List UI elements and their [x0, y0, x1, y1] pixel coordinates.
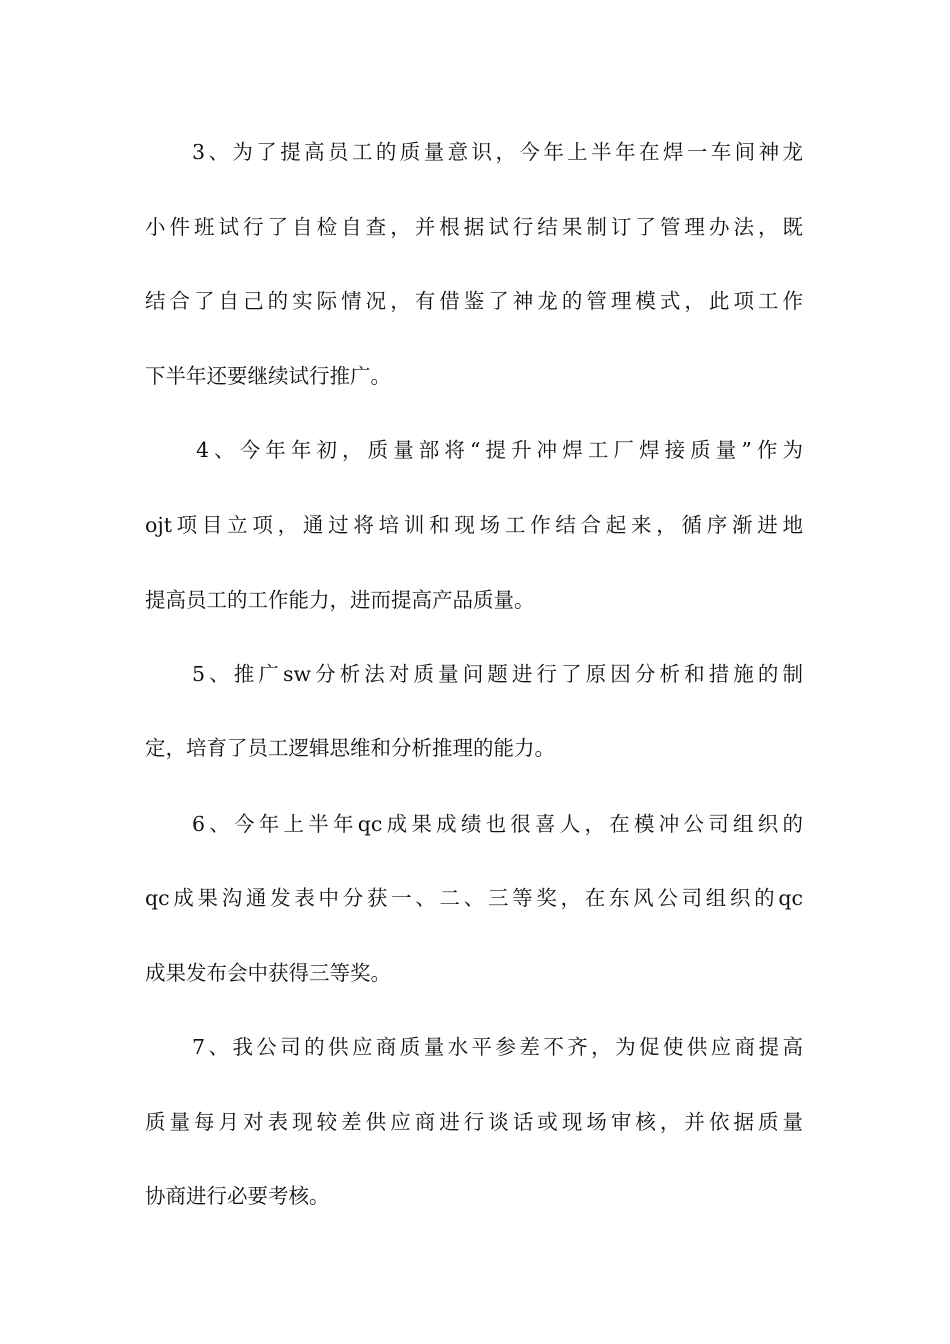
paragraph-7-line-2: 质量每月对表现较差供应商进行谈话或现场审核，并依据质量 — [145, 1110, 803, 1134]
paragraph-4-line-3: 提高员工的工作能力，进而提高产品质量。 — [145, 588, 535, 612]
paragraph-7-line-1: 7、我公司的供应商质量水平参差不齐，为促使供应商提高 — [192, 1035, 803, 1059]
paragraph-6-line-2: qc成果沟通发表中分获一、二、三等奖，在东风公司组织的qc — [145, 886, 803, 910]
paragraph-5-line-2: 定，培育了员工逻辑思维和分析推理的能力。 — [145, 736, 555, 760]
paragraph-6-line-3: 成果发布会中获得三等奖。 — [145, 961, 391, 985]
paragraph-5-line-1: 5、推广sw分析法对质量问题进行了原因分析和措施的制 — [192, 662, 803, 686]
paragraph-3-line-3: 结合了自己的实际情况，有借鉴了神龙的管理模式，此项工作 — [145, 289, 803, 313]
paragraph-4-line-1: 4、今年年初，质量部将“提升冲焊工厂焊接质量”作为 — [196, 438, 803, 462]
paragraph-7-line-3: 协商进行必要考核。 — [145, 1184, 330, 1208]
paragraph-4-line-2: ojt项目立项，通过将培训和现场工作结合起来，循序渐进地 — [145, 513, 803, 537]
paragraph-3-line-1: 3、为了提高员工的质量意识，今年上半年在焊一车间神龙 — [192, 140, 803, 164]
paragraph-3-line-4: 下半年还要继续试行推广。 — [145, 364, 391, 388]
paragraph-6-line-1: 6、今年上半年qc成果成绩也很喜人，在模冲公司组织的 — [192, 812, 803, 836]
paragraph-3-line-2: 小件班试行了自检自查，并根据试行结果制订了管理办法，既 — [145, 215, 803, 239]
